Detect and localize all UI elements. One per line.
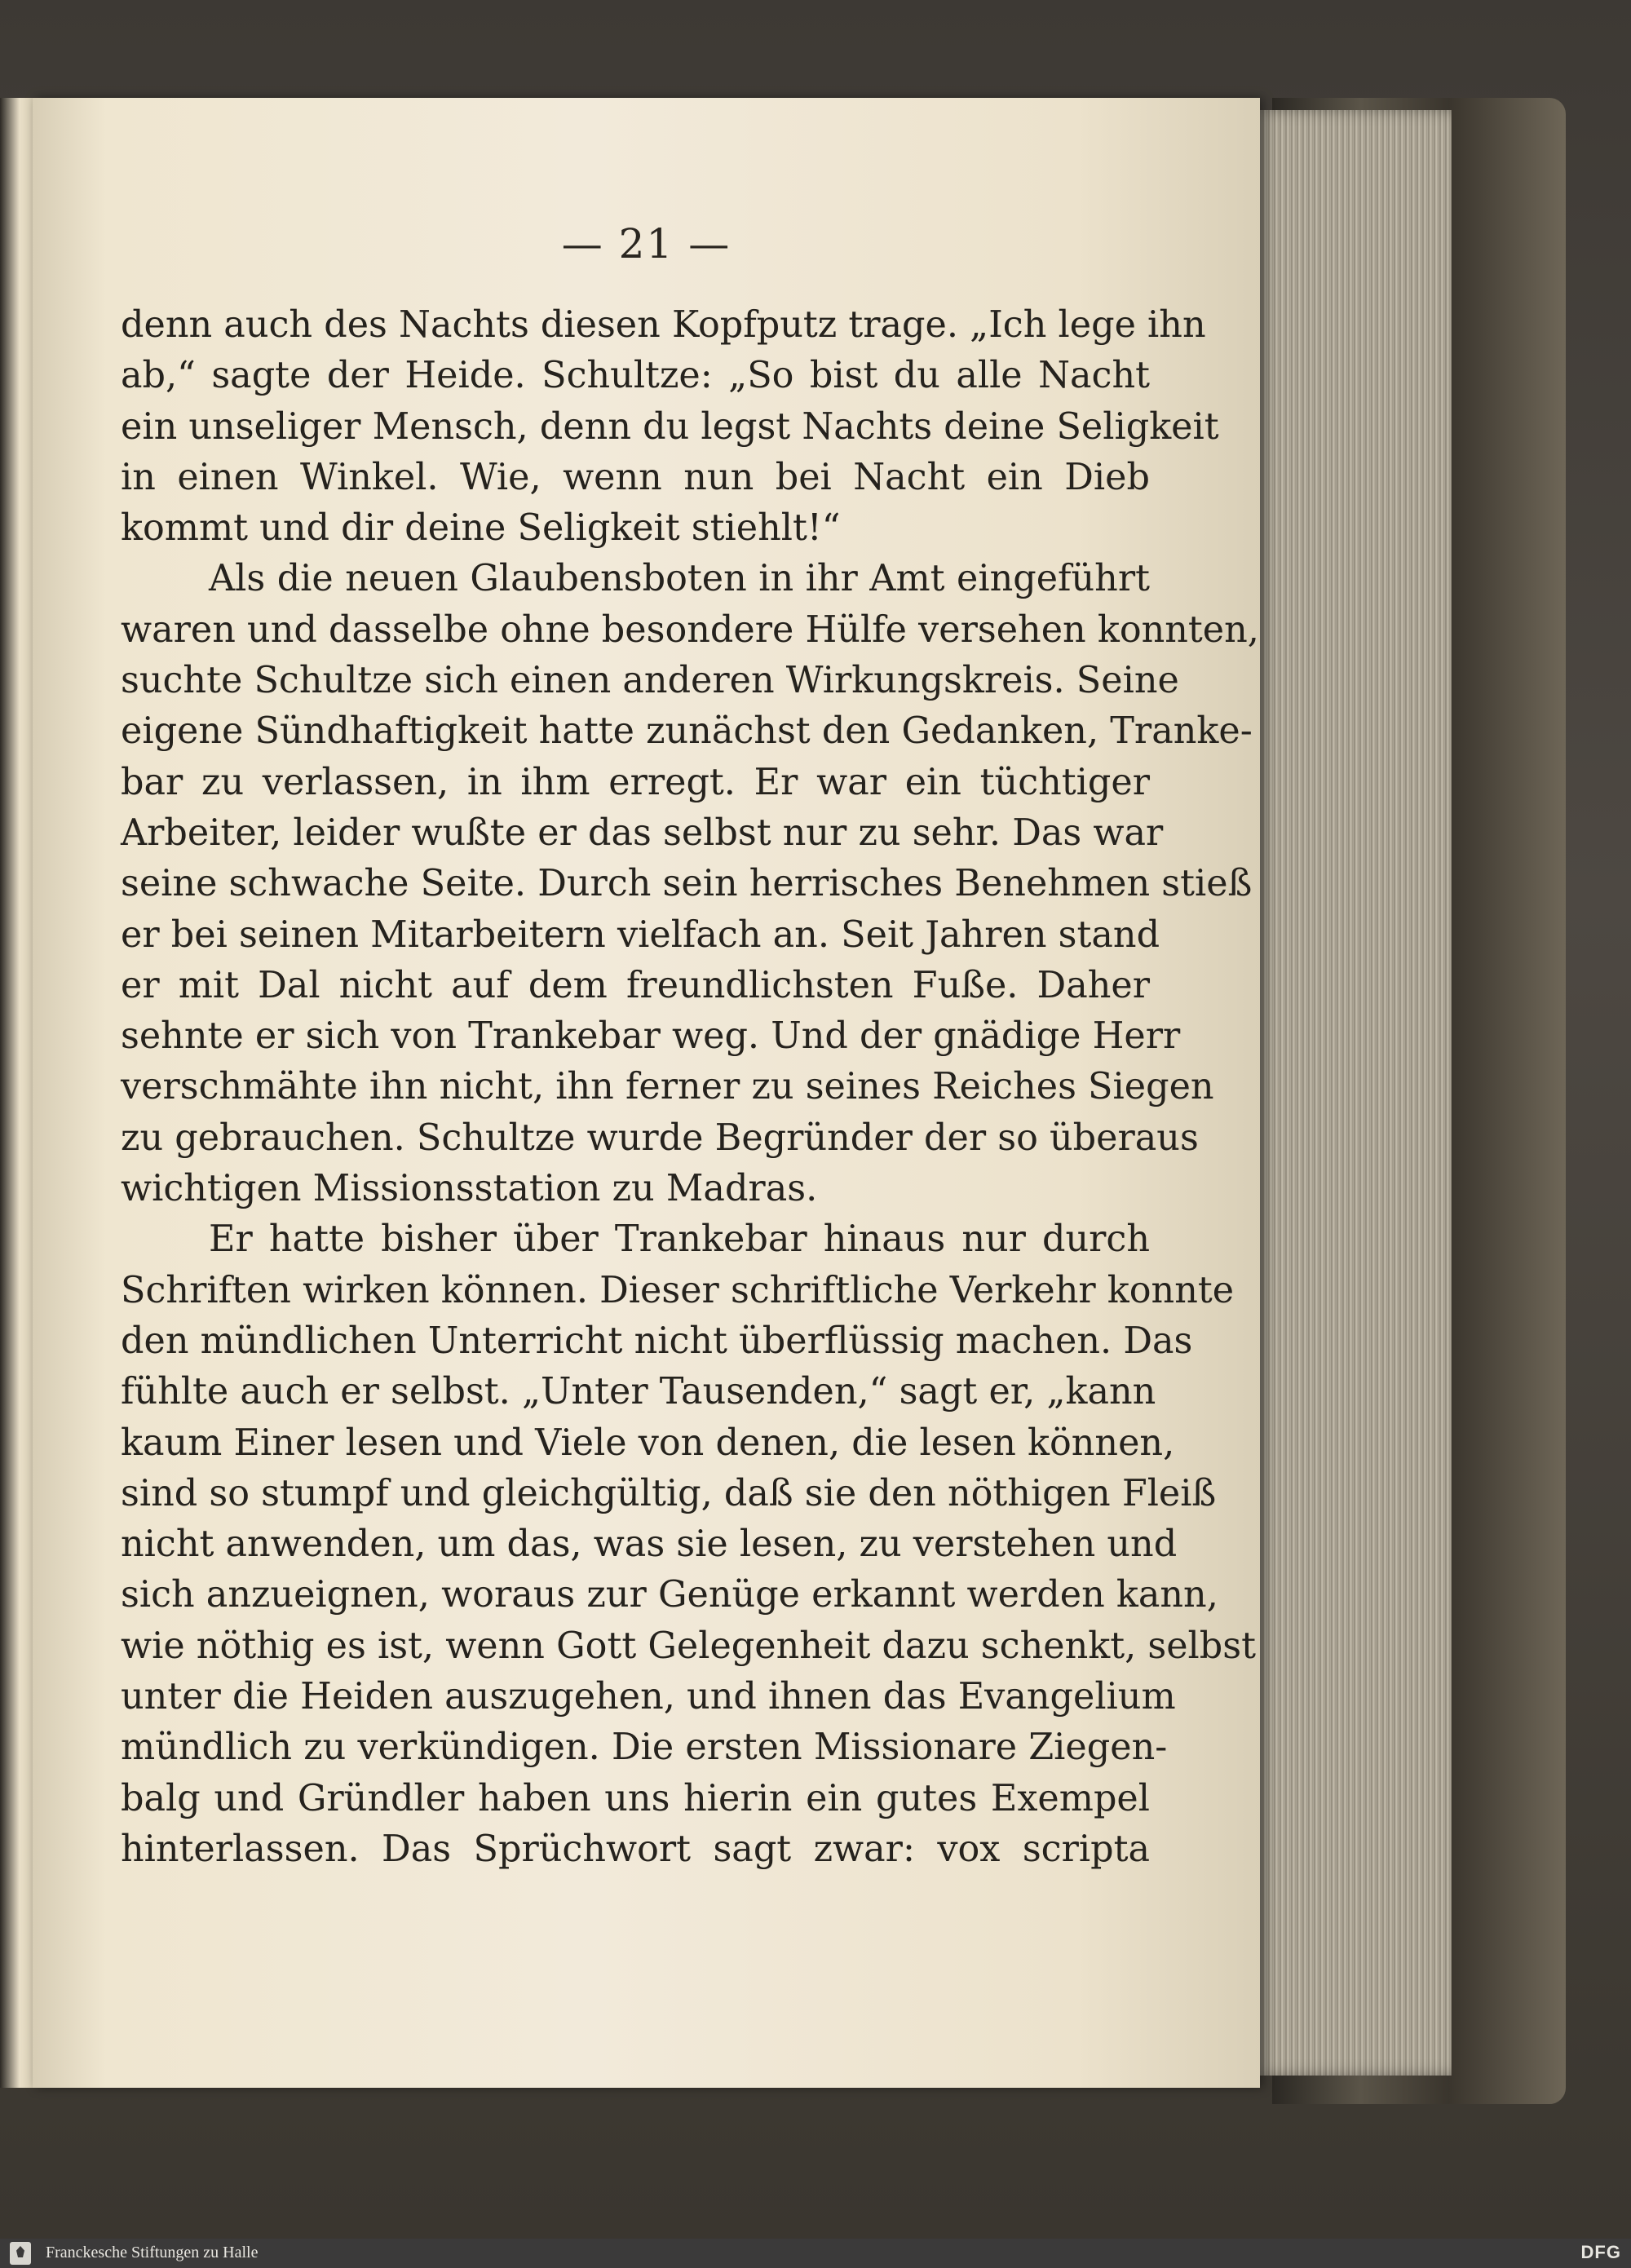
text-line: kaum Einer lesen und Viele von denen, die lesen können,: [121, 1421, 1175, 1464]
text-line: ein unseliger Mensch, denn du legst Nachts deine Seligkeit: [121, 405, 1219, 448]
institution-logo-icon: [10, 2242, 31, 2265]
text-line: sind so stumpf und gleichgültig, daß sie den nöthigen Fleiß: [121, 1472, 1217, 1514]
text-line: ab,“ sagte der Heide. Schultze: „So bist du alle Nacht: [121, 355, 1150, 397]
text-line: Als die neuen Glaubensboten in ihr Amt eingeführt: [209, 558, 1150, 600]
footer-bar: [0, 2239, 1631, 2268]
text-line: wichtigen Missionsstation zu Madras.: [121, 1168, 818, 1210]
text-line: waren und dasselbe ohne besondere Hülfe versehen konnten,: [121, 608, 1259, 651]
text-line: er mit Dal nicht auf dem freundlichsten Fuße. Daher: [121, 964, 1150, 1006]
text-line: Arbeiter, leider wußte er das selbst nur zu sehr. Das war: [121, 811, 1164, 854]
page-number: — 21 —: [561, 220, 732, 267]
text-line: suchte Schultze sich einen anderen Wirkungskreis. Seine: [121, 660, 1179, 702]
text-line: Schriften wirken können. Dieser schriftliche Verkehr konnte: [121, 1269, 1235, 1311]
text-line: fühlte auch er selbst. „Unter Tausenden,“ sagt er, „kann: [121, 1371, 1156, 1413]
text-line: den mündlichen Unterricht nicht überflüssig machen. Das: [121, 1320, 1193, 1362]
text-line: in einen Winkel. Wie, wenn nun bei Nacht ein Dieb: [121, 456, 1150, 498]
text-line: denn auch des Nachts diesen Kopfputz trage. „Ich lege ihn: [121, 304, 1206, 346]
page-edges: [1256, 110, 1452, 2076]
text-line: seine schwache Seite. Durch sein herrisches Benehmen stieß: [121, 863, 1253, 905]
text-line: er bei seinen Mitarbeitern vielfach an. Seit Jahren stand: [121, 913, 1160, 956]
text-line: eigene Sündhaftigkeit hatte zunächst den Gedanken, Tranke-: [121, 710, 1253, 753]
text-line: Er hatte bisher über Trankebar hinaus nur durch: [209, 1218, 1150, 1261]
text-line: sich anzueignen, woraus zur Genüge erkannt werden kann,: [121, 1574, 1218, 1616]
text-line: kommt und dir deine Seligkeit stiehlt!“: [121, 507, 841, 550]
text-line: nicht anwenden, um das, was sie lesen, zu verstehen und: [121, 1523, 1178, 1566]
text-line: sehnte er sich von Trankebar weg. Und der gnädige Herr: [121, 1015, 1181, 1058]
book-page: [33, 98, 1260, 2088]
text-line: wie nöthig es ist, wenn Gott Gelegenheit dazu schenkt, selbst: [121, 1625, 1256, 1667]
text-line: hinterlassen. Das Sprüchwort sagt zwar: vox scripta: [121, 1828, 1150, 1870]
dfg-logo: DFG: [1580, 2242, 1621, 2262]
text-line: unter die Heiden auszugehen, und ihnen das Evangelium: [121, 1676, 1176, 1718]
text-line: bar zu verlassen, in ihm erregt. Er war ein tüchtiger: [121, 761, 1150, 803]
text-line: mündlich zu verkündigen. Die ersten Missionare Ziegen-: [121, 1726, 1168, 1769]
body-text: [121, 300, 1259, 1875]
institution-name: Franckesche Stiftungen zu Halle: [46, 2244, 259, 2261]
text-line: balg und Gründler haben uns hierin ein gutes Exempel: [121, 1777, 1150, 1819]
text-line: verschmähte ihn nicht, ihn ferner zu seines Reiches Siegen: [121, 1066, 1214, 1108]
facing-page-edge: [0, 98, 33, 2088]
text-line: zu gebrauchen. Schultze wurde Begründer der so überaus: [121, 1116, 1199, 1159]
